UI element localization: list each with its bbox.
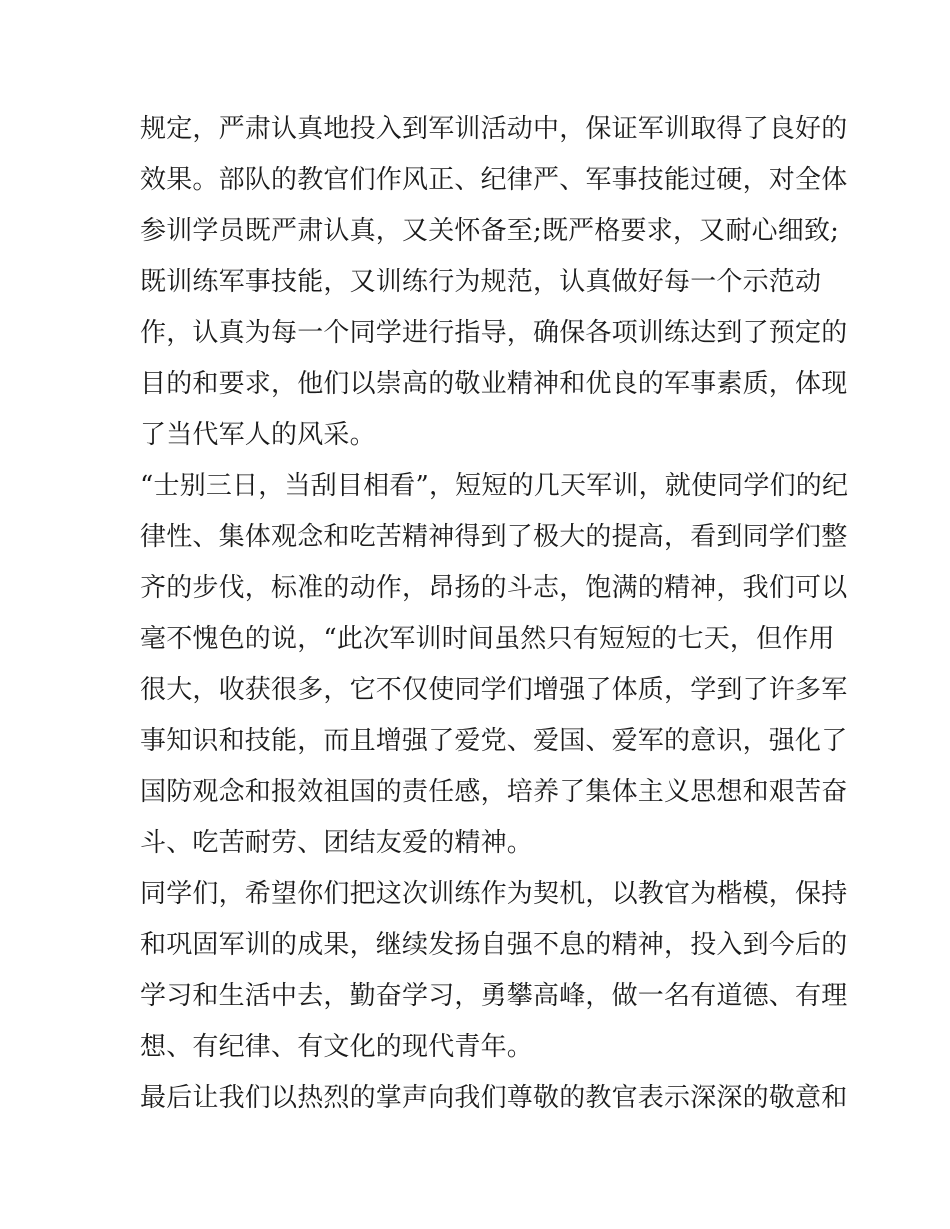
text-line: 了当代军人的风采。 xyxy=(140,420,376,450)
text-line: 国防观念和报效祖国的责任感，培养了集体主义思想和艰苦奋 xyxy=(140,777,848,807)
text-line: 事知识和技能，而且增强了爱党、爱国、爱军的意识，强化了 xyxy=(140,726,848,756)
text-line: 和巩固军训的成果，继续发扬自强不息的精神，投入到今后的 xyxy=(140,930,848,960)
text-line: 斗、吃苦耐劳、团结友爱的精神。 xyxy=(140,828,534,858)
text-line: 同学们，希望你们把这次训练作为契机，以教官为楷模，保持 xyxy=(140,879,848,909)
text-line: 律性、集体观念和吃苦精神得到了极大的提高，看到同学们整 xyxy=(140,522,848,552)
text-line: 齐的步伐，标准的动作，昂扬的斗志，饱满的精神，我们可以 xyxy=(140,573,848,603)
text-line: 规定，严肃认真地投入到军训活动中，保证军训取得了良好的 xyxy=(140,114,848,144)
text-line: 学习和生活中去，勤奋学习，勇攀高峰，做一名有道德、有理 xyxy=(140,981,848,1011)
text-line: 作，认真为每一个同学进行指导，确保各项训练达到了预定的 xyxy=(140,318,848,348)
text-line: “士别三日，当刮目相看”，短短的几天军训，就使同学们的纪 xyxy=(140,471,849,501)
text-line: 目的和要求，他们以崇高的敬业精神和优良的军事素质，体现 xyxy=(140,369,848,399)
text-line: 参训学员既严肃认真，又关怀备至;既严格要求，又耐心细致; xyxy=(140,216,840,246)
text-line: 既训练军事技能，又训练行为规范，认真做好每一个示范动 xyxy=(140,267,822,297)
text-line: 最后让我们以热烈的掌声向我们尊敬的教官表示深深的敬意和 xyxy=(140,1083,848,1113)
text-line: 效果。部队的教官们作风正、纪律严、军事技能过硬，对全体 xyxy=(140,165,848,195)
text-line: 想、有纪律、有文化的现代青年。 xyxy=(140,1032,534,1062)
text-line: 很大，收获很多，它不仅使同学们增强了体质，学到了许多军 xyxy=(140,675,848,705)
text-line: 毫不愧色的说，“此次军训时间虽然只有短短的七天，但作用 xyxy=(140,624,835,654)
